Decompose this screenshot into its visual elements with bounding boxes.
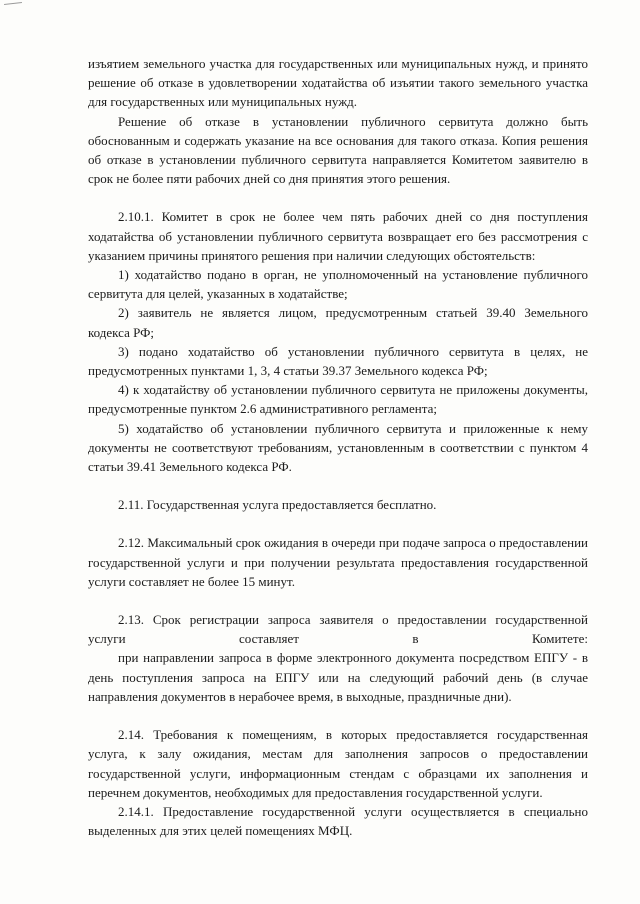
- document-paragraph: 3) подано ходатайство об установлении публичного сервитута в целях, не предусмотренных пунктами 1, 3, 4 статьи 39.37 Земельного кодекса РФ;: [88, 343, 588, 379]
- document-paragraph: Решение об отказе в установлении публичного сервитута должно быть обоснованным и содержать указание на все основания для такого отказа. Копия решения об отказе в установлении публичного сервитута направляется Комитетом заявителю в срок не более пяти рабочих дней со дня принятия этого решения.: [88, 113, 588, 187]
- document-paragraph: при направлении запроса в форме электронного документа посредством ЕПГУ - в день поступления запроса на ЕПГУ или на следующий рабочий день (в случае направления документов в нерабочее время, в выходные, праздничные дни).: [88, 650, 588, 704]
- document-paragraph: 5) ходатайство об установлении публичного сервитута и приложенные к нему документы не соответствуют требованиям, установленным в соответствии с пунктом 4 статьи 39.41 Земельного кодекса РФ.: [88, 420, 588, 475]
- document-paragraph: изъятием земельного участка для государственных или муниципальных нужд, и принято решение об отказе в удовлетворении ходатайства об изъятии такого земельного участка для государственных или муниципальных нужд.: [88, 56, 588, 110]
- document-paragraph: 2.11. Государственная услуга предоставляется бесплатно.: [118, 497, 437, 513]
- document-paragraph: 4) к ходатайству об установлении публичного сервитута не приложены документы, предусмотренные пунктом 2.6 административного регламента;: [88, 382, 588, 417]
- document-paragraph: 2.14. Требования к помещениям, в которых предоставляется государственная услуга, к залу ожидания, местам для заполнения запросов о предоставлении государственной услуги, информационным стендам с образцами их заполнения и перечнем документов, необходимых для предоставления государственной услуги.: [88, 727, 588, 800]
- document-paragraph: 2.13. Срок регистрации запроса заявителя о предоставлении государственной услуги составляет в Комитете:: [88, 612, 588, 647]
- document-paragraph: 2.12. Максимальный срок ожидания в очереди при подаче запроса о предоставлении государственной услуги и при получении результата предоставления государственной услуги составляет не более 15 минут.: [88, 535, 588, 589]
- document-paragraph: 1) ходатайство подано в орган, не уполномоченный на установление публичного сервитута для целей, указанных в ходатайстве;: [88, 267, 588, 302]
- document-paragraph: 2.10.1. Комитет в срок не более чем пять рабочих дней со дня поступления ходатайства об установлении публичного сервитута возвращает его без рассмотрения с указанием причины принятого решения при наличии следующих обстоятельств:: [88, 209, 588, 263]
- document-page: [88, 54, 588, 840]
- scan-artifact: [4, 2, 22, 5]
- document-paragraph: 2) заявитель не является лицом, предусмотренным статьей 39.40 Земельного кодекса РФ;: [88, 305, 588, 340]
- document-paragraph: 2.14.1. Предоставление государственной услуги осуществляется в специально выделенных для этих целей помещениях МФЦ.: [88, 803, 588, 839]
